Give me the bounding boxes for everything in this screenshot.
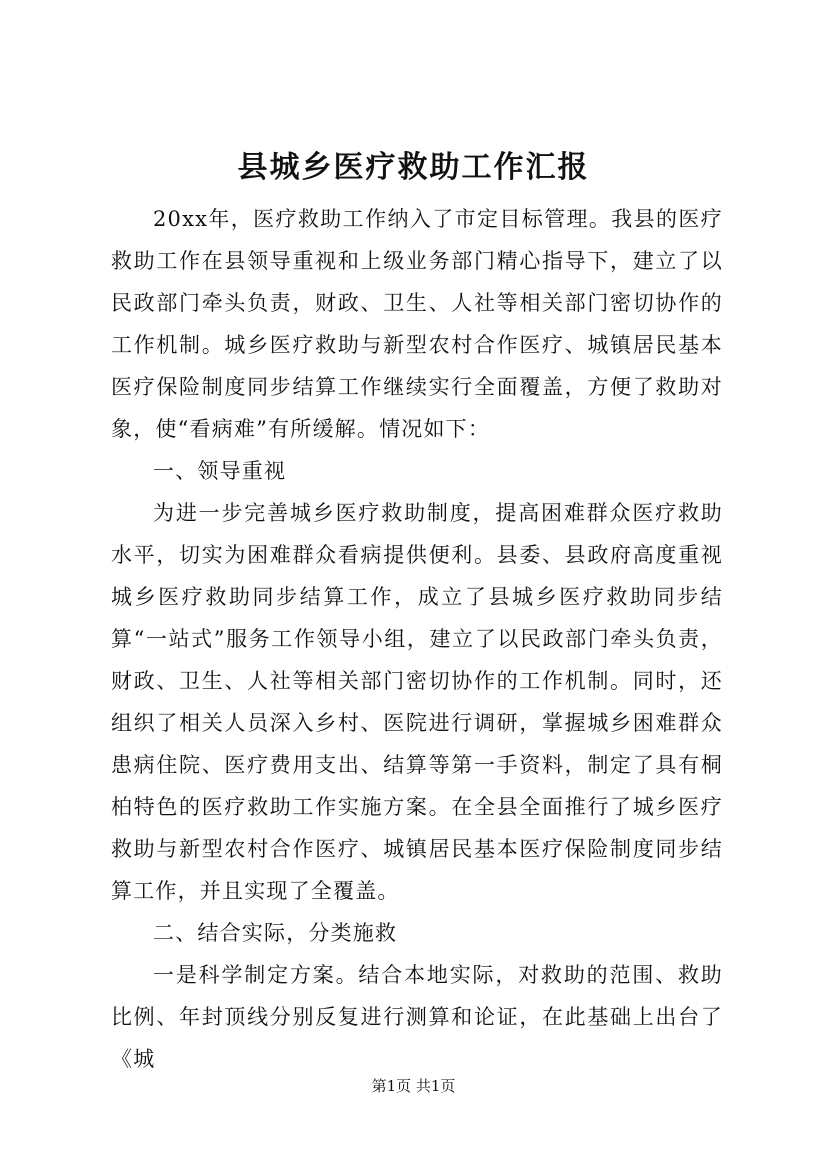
- section-heading-2: 二、结合实际，分类施救: [153, 921, 398, 945]
- section-heading-1: 一、领导重视: [153, 459, 287, 483]
- paragraph-section-1: 为进一步完善城乡医疗救助制度，提高困难群众医疗救助水平，切实为困难群众看病提供便利。县委、县政府高度重视城乡医疗救助同步结算工作，成立了县城乡医疗救助同步结算“一站式”服务工作领导小组，建立了以民政部门牵头负责，财政、卫生、人社等相关部门密切协作的工作机制。同时，还组织了相关人员深入乡村、医院进行调研，掌握城乡困难群众患病住院、医疗费用支出、结算等第一手资料，制定了具有桐柏特色的医疗救助工作实施方案。在全县全面推行了城乡医疗救助与新型农村合作医疗、城镇居民基本医疗保险制度同步结算工作，并且实现了全覆盖。: [111, 501, 723, 903]
- paragraph-intro: 20xx年，医疗救助工作纳入了市定目标管理。我县的医疗救助工作在县领导重视和上级业务部门精心指导下，建立了以民政部门牵头负责，财政、卫生、人社等相关部门密切协作的工作机制。城乡医疗救助与新型农村合作医疗、城镇居民基本医疗保险制度同步结算工作继续实行全面覆盖，方便了救助对象，使“看病难”有所缓解。情况如下：: [111, 207, 723, 441]
- document-title: 县城乡医疗救助工作汇报: [237, 150, 590, 185]
- document-body: [111, 198, 723, 1080]
- page-number-footer: 第1页 共1页: [371, 1077, 456, 1095]
- paragraph-section-2: 一是科学制定方案。结合本地实际，对救助的范围、救助比例、年封顶线分别反复进行测算和论证，在此基础上出台了《城: [111, 963, 723, 1071]
